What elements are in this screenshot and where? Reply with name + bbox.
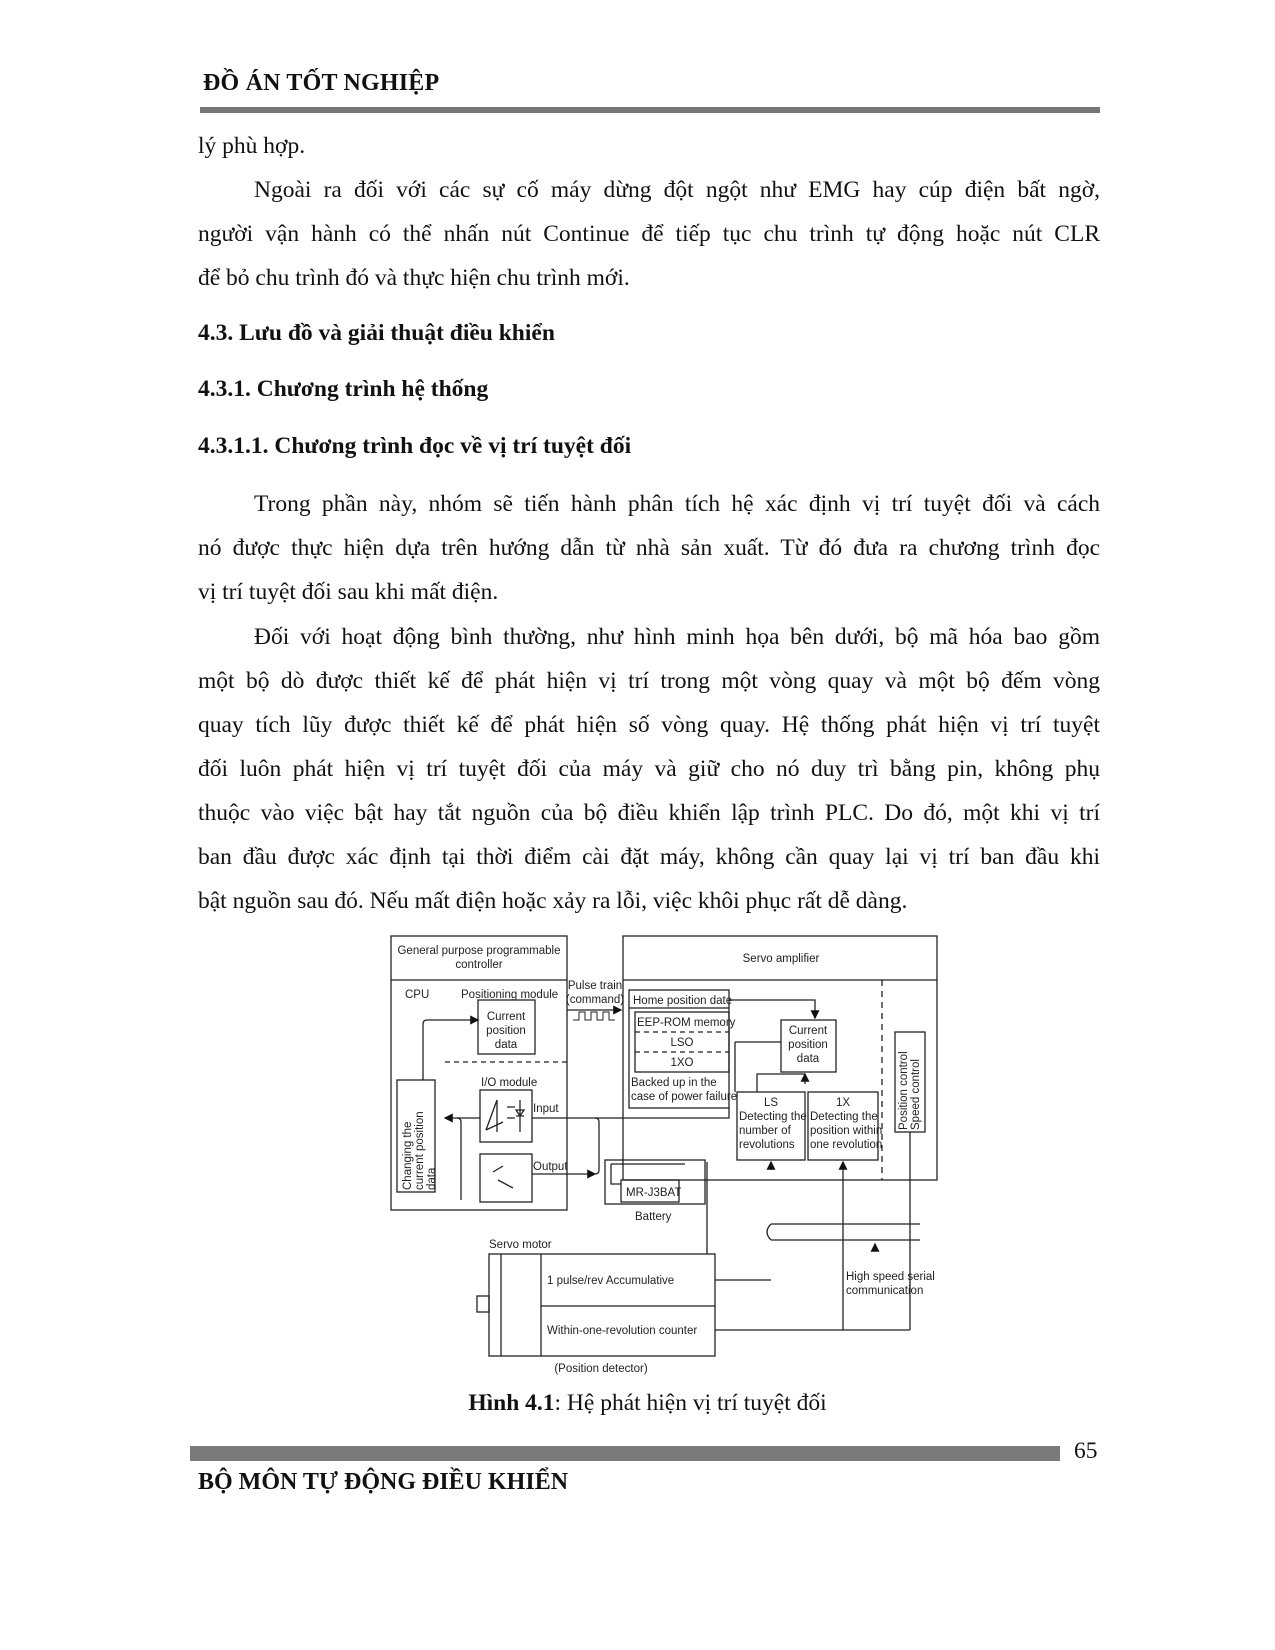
label-1x: one revolution <box>810 1139 883 1151</box>
heading-4-3: 4.3. Lưu đồ và giải thuật điều khiển <box>198 320 555 346</box>
text-line: một bộ dò được thiết kế để phát hiện vị trí trong một vòng quay và một bộ đếm vòng <box>198 668 1100 694</box>
label-1x: Detecting the <box>810 1111 878 1123</box>
label-position-control: Position control <box>898 1051 910 1130</box>
label-eeprom: EEP-ROM memory <box>637 1017 736 1029</box>
label-position-detector: (Position detector) <box>554 1363 648 1375</box>
label-speed-control: Speed control <box>910 1059 922 1130</box>
label-backed-up: Backed up in the <box>631 1077 717 1089</box>
text-line: thuộc vào việc bật hay tắt nguồn của bộ điều khiển lập trình PLC. Do đó, một khi vị trí <box>198 800 1100 826</box>
paragraph-emergency <box>198 168 1100 300</box>
label-current-pos: Current <box>486 1011 526 1023</box>
paragraph-encoder <box>198 615 1100 923</box>
heading-4-3-1-1: 4.3.1.1. Chương trình đọc về vị trí tuyệt đối <box>198 433 632 459</box>
label-io-module: I/O module <box>481 1077 538 1089</box>
label-battery: Battery <box>635 1211 672 1223</box>
text-line: Ngoài ra đối với các sự cố máy dừng đột ngột như EMG hay cúp điện bất ngờ, <box>254 177 1100 203</box>
label-servo-amplifier: Servo amplifier <box>742 953 820 965</box>
text-line: quay tích lũy được thiết kế để phát hiện số vòng quay. Hệ thống phát hiện vị trí tuyệt <box>198 712 1100 738</box>
heading-4-3-1: 4.3.1. Chương trình hệ thống <box>198 376 489 402</box>
page-number: 65 <box>1074 1438 1098 1464</box>
label-ls: number of <box>739 1125 791 1137</box>
text-line: Trong phần này, nhóm sẽ tiến hành phân tích hệ xác định vị trí tuyệt đối và cách <box>254 491 1100 517</box>
label-plc-2: controller <box>455 959 503 971</box>
running-footer-department: BỘ MÔN TỰ ĐỘNG ĐIỀU KHIỂN <box>198 1469 569 1495</box>
label-output: Output <box>533 1161 568 1173</box>
label-cpu: CPU <box>405 989 430 1001</box>
header-rule <box>200 107 1100 113</box>
text-line: nó được thực hiện dựa trên hướng dẫn từ nhà sản xuất. Từ đó đưa ra chương trình đọc <box>198 535 1100 561</box>
caption-text: : Hệ phát hiện vị trí tuyệt đối <box>554 1390 827 1416</box>
footer-rule <box>190 1446 1060 1461</box>
label-plc: General purpose programmable <box>397 945 561 957</box>
label-changing: current position <box>414 1111 426 1190</box>
label-current-pos: position <box>486 1025 526 1037</box>
label-ls: revolutions <box>739 1139 795 1151</box>
label-pulse-train: Pulse train <box>567 980 623 992</box>
text-line: ban đầu được xác định tại thời điểm cài đặt máy, không cần quay lại vị trí ban đầu khi <box>198 844 1100 870</box>
label-amp-current-pos: data <box>796 1053 820 1065</box>
text-line: bật nguồn sau đó. Nếu mất điện hoặc xảy ra lỗi, việc khôi phục rất dễ dàng. <box>198 888 908 914</box>
figure-caption <box>0 1390 1275 1417</box>
text-line: người vận hành có thể nhấn nút Continue để tiếp tục chu trình tự động hoặc nút CLR <box>198 221 1100 247</box>
text-line: đối luôn phát hiện vị trí tuyệt đối của máy và giữ cho nó duy trì bằng pin, không phụ <box>198 756 1100 782</box>
label-pulse-train: (command) <box>565 994 625 1006</box>
label-ls: Detecting the <box>739 1111 807 1123</box>
label-1xo: 1XO <box>670 1057 694 1069</box>
label-amp-current-pos: Current <box>788 1025 828 1037</box>
text-line: vị trí tuyệt đối sau khi mất điện. <box>198 579 499 605</box>
label-accumulative: 1 pulse/rev Accumulative <box>547 1275 675 1287</box>
text-line: Đối với hoạt động bình thường, như hình minh họa bên dưới, bộ mã hóa bao gồm <box>254 624 1100 650</box>
paragraph-analysis <box>198 482 1100 614</box>
running-header-title: ĐỒ ÁN TỐT NGHIỆP <box>203 70 440 96</box>
label-backed-up: case of power failure <box>631 1091 738 1103</box>
label-servo-motor: Servo motor <box>489 1239 552 1251</box>
label-battery-model: MR-J3BAT <box>626 1187 682 1199</box>
label-changing: data <box>426 1167 438 1190</box>
label-positioning-module: Positioning module <box>461 989 559 1001</box>
label-ls: LS <box>763 1097 779 1109</box>
label-within-revolution: Within-one-revolution counter <box>547 1325 698 1337</box>
label-1x: 1X <box>835 1097 851 1109</box>
text-line: để bỏ chu trình đó và thực hiện chu trình mới. <box>198 265 630 291</box>
label-1x: position within <box>810 1125 883 1137</box>
paragraph-continuation <box>198 124 1100 168</box>
label-amp-current-pos: position <box>788 1039 828 1051</box>
label-input: Input <box>533 1103 559 1115</box>
label-changing: Changing the <box>402 1121 414 1190</box>
label-lso: LSO <box>670 1037 694 1049</box>
figure-absolute-position-system <box>385 932 945 1380</box>
label-current-pos: data <box>494 1039 518 1051</box>
label-home-position: Home position date <box>633 995 733 1007</box>
caption-label: Hình 4.1 <box>468 1390 555 1416</box>
label-high-speed-serial: communication <box>846 1285 924 1297</box>
text-line: lý phù hợp. <box>198 133 306 159</box>
label-high-speed-serial: High speed serial <box>846 1271 935 1283</box>
